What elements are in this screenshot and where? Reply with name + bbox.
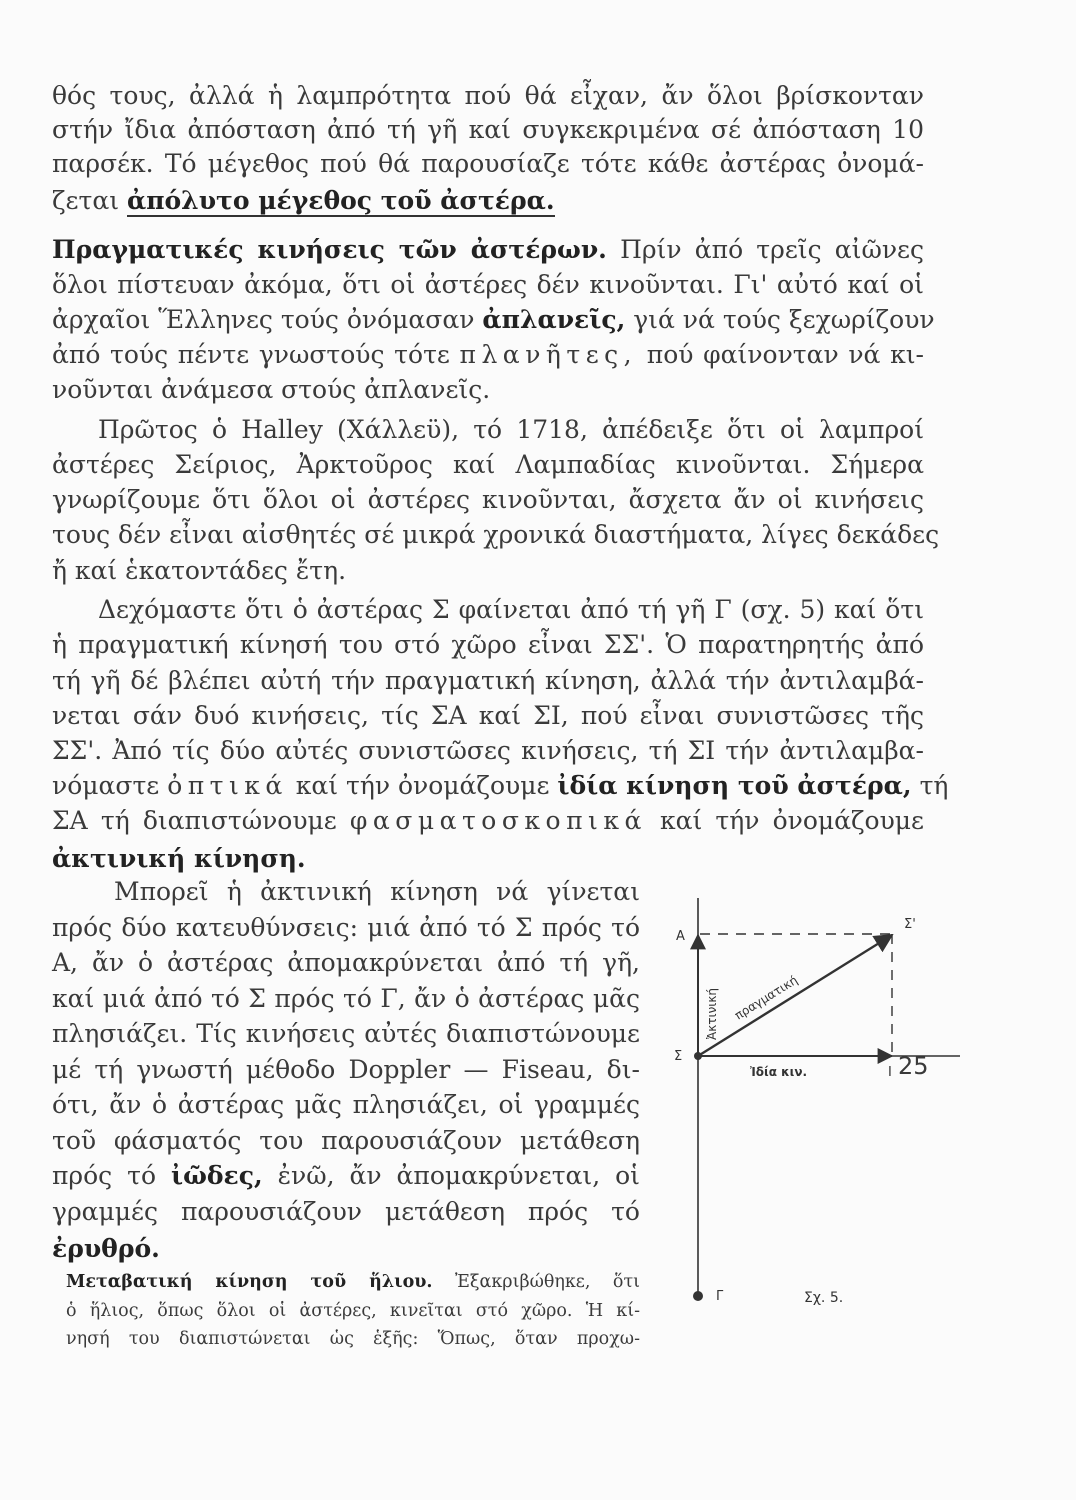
label-I: Ι xyxy=(888,1065,892,1080)
label-radial: Ἀκτινική xyxy=(705,987,719,1040)
page-number: 25 xyxy=(898,1052,929,1080)
p2-line-1: Πρῶτος ὁ Halley (Χάλλεϋ), τό 1718, ἀπέδειξε ὅτι οἱ λαμπροί xyxy=(98,415,924,444)
star-point xyxy=(694,1052,702,1060)
p3-line-7: ΣΑ τή διαπιστώνουμε φασματοσκοπικά καί τήν ὀνομάζουμε xyxy=(52,806,924,835)
p2-line-5: ἤ καί ἑκατοντάδες ἔτη. xyxy=(52,556,347,585)
p3-line-1: Δεχόμαστε ὅτι ὁ ἀστέρας Σ φαίνεται ἀπό τή γῆ Γ (σχ. 5) καί ὅτι xyxy=(98,595,924,624)
p3-line-2: ἡ πραγματική κίνησή του στό χῶρο εἶναι ΣΣ'. Ὁ παρατηρητής ἀπό xyxy=(52,630,924,659)
p4-line-1: Μπορεῖ ἡ ἀκτινική κίνηση νά γίνεται xyxy=(114,877,640,906)
intro-line-3: παρσέκ. Τό μέγεθος πού θά παρουσίαζε τότε κάθε ἀστέρας ὀνομά- xyxy=(52,149,924,178)
p3-line-4: νεται σάν δυό κινήσεις, τίς ΣΑ καί ΣΙ, πού εἶναι συνιστῶσες τῆς xyxy=(52,701,924,730)
earth-point xyxy=(693,1291,703,1301)
p1-line-2: ὅλοι πίστευαν ἀκόμα, ὅτι οἱ ἀστέρες δέν κινοῦνται. Γι' αὐτό καί οἱ xyxy=(52,270,924,299)
p3-line-8: ἀκτινική κίνηση. xyxy=(52,844,306,873)
label-A: Α xyxy=(676,929,685,944)
section-title-real-motions: Πραγματικές κινήσεις τῶν ἀστέρων. xyxy=(52,235,607,264)
p2-line-3: γνωρίζουμε ὅτι ὅλοι οἱ ἀστέρες κινοῦνται, ἄσχετα ἄν οἱ κινήσεις xyxy=(52,485,924,514)
label-G: Γ xyxy=(716,1289,724,1304)
p2-line-4: τους δέν εἶναι αἰσθητές σέ μικρά χρονικά διαστήματα, λίγες δεκάδες xyxy=(52,520,940,549)
p4-line-5: πλησιάζει. Τίς κινήσεις αὐτές διαπιστώνουμε xyxy=(52,1019,640,1048)
real-motion-vector xyxy=(698,935,892,1056)
p1-line-4: ἀπό τούς πέντε γνωστούς τότε πλανῆτες, πού φαίνονταν νά κι- xyxy=(52,340,924,369)
label-S-prime: Σ' xyxy=(904,917,916,932)
section-title-solar-motion: Μεταβατική κίνηση τοῦ ἥλιου. xyxy=(66,1272,433,1292)
p4-line-4: καί μιά ἀπό τό Σ πρός τό Γ, ἄν ὁ ἀστέρας μᾶς xyxy=(52,984,640,1013)
absolute-magnitude-term: ἀπόλυτο μέγεθος τοῦ ἀστέρα. xyxy=(126,186,555,215)
p1-line-5: νοῦνται ἀνάμεσα στούς ἀπλανεῖς. xyxy=(52,375,491,404)
solar-line-1: Μεταβατική κίνηση τοῦ ἥλιου. Ἐξακριβώθηκε, ὅτι xyxy=(66,1272,640,1292)
p4-line-9: πρός τό ἰῶδες, ἐνῶ, ἄν ἀπομακρύνεται, οἱ xyxy=(52,1161,640,1190)
label-S: Σ xyxy=(674,1049,683,1064)
p3-line-6: νόμαστε ὀπτικά καί τήν ὀνομάζουμε ἰδία κίνηση τοῦ ἀστέρα, τή xyxy=(52,771,949,800)
p4-line-8: τοῦ φάσματός του παρουσιάζουν μετάθεση xyxy=(52,1126,640,1155)
label-real: πραγματική xyxy=(732,972,801,1023)
p4-line-6: μέ τή γνωστή μέθοδο Doppler — Fiseau, δι- xyxy=(52,1055,640,1084)
p4-line-2: πρός δύο κατευθύνσεις: μιά ἀπό τό Σ πρός τό xyxy=(52,913,640,942)
p1-line-3: ἀρχαῖοι Ἕλληνες τούς ὀνόμασαν ἀπλανεῖς, γιά νά τούς ξεχωρίζουν xyxy=(52,305,935,334)
p2-line-2: ἀστέρες Σείριος, Ἀρκτοῦρος καί Λαμπαδίας κινοῦνται. Σήμερα xyxy=(52,450,924,479)
p4-line-10: γραμμές παρουσιάζουν μετάθεση πρός τό xyxy=(52,1197,640,1226)
p4-line-7: ότι, ἄν ὁ ἀστέρας μᾶς πλησιάζει, οἱ γραμμές xyxy=(52,1090,640,1119)
p3-line-3: τή γῆ δέ βλέπει αὐτή τήν πραγματική κίνηση, ἀλλά τήν ἀντιλαμβά- xyxy=(52,666,924,695)
figure-5-vector-diagram xyxy=(660,880,960,1320)
p1-line-1: Πραγματικές κινήσεις τῶν ἀστέρων. Πρίν ἀπό τρεῖς αἰῶνες xyxy=(52,235,924,264)
solar-line-2: ὁ ἥλιος, ὅπως ὅλοι οἱ ἀστέρες, κινεῖται στό χῶρο. Ἡ κί- xyxy=(66,1301,640,1321)
label-proper: Ἰδία κιν. xyxy=(750,1065,808,1079)
intro-line-2: στήν ἴδια ἀπόσταση ἀπό τή γῆ καί συγκεκριμένα σέ ἀπόσταση 10 xyxy=(52,115,924,144)
p4-line-11: ἐρυθρό. xyxy=(52,1234,160,1263)
solar-line-3: νησή του διαπιστώνεται ὡς ἑξῆς: Ὅπως, ὅταν προχω- xyxy=(66,1329,640,1349)
p3-line-5: ΣΣ'. Ἀπό τίς δύο αὐτές συνιστῶσες κινήσεις, τή ΣΙ τήν ἀντιλαμβα- xyxy=(52,736,924,765)
p4-line-3: Α, ἄν ὁ ἀστέρας ἀπομακρύνεται ἀπό τή γῆ, xyxy=(52,948,640,977)
intro-line-4: ζεται ἀπόλυτο μέγεθος τοῦ ἀστέρα. xyxy=(52,186,555,215)
figure-caption: Σχ. 5. xyxy=(804,1290,844,1306)
intro-line-1: θός τους, ἀλλά ἡ λαμπρότητα πού θά εἶχαν, ἄν ὅλοι βρίσκονταν xyxy=(52,81,924,110)
